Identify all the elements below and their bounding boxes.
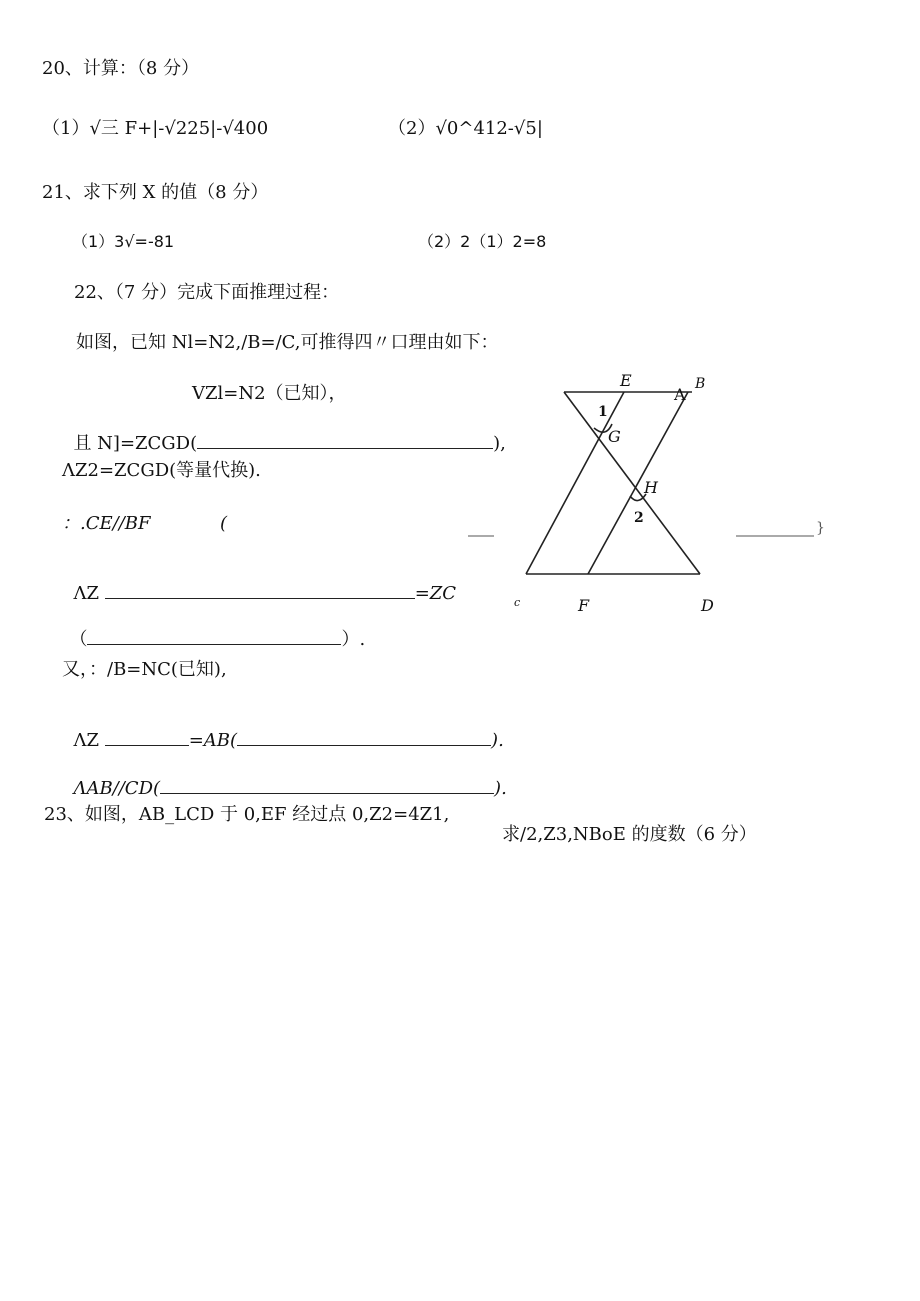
- label-d: D: [701, 596, 714, 615]
- q22-line8-end: ).: [491, 730, 504, 751]
- q20-title: 20、计算：（8 分）: [42, 58, 200, 79]
- q22-line1: VZl=N2（已知），: [192, 383, 347, 404]
- q22-line9-end: ).: [494, 778, 507, 799]
- q22-line8: [62, 708, 504, 752]
- segment-ec: [526, 392, 624, 574]
- label-a: A: [674, 385, 686, 404]
- q22-line5-start: ΛZ: [73, 583, 99, 604]
- q21-part1: （1）3√=-81: [72, 232, 175, 251]
- answer-blank-2[interactable]: [105, 583, 415, 599]
- label-f: F: [578, 596, 590, 615]
- answer-blank-1[interactable]: [197, 433, 493, 449]
- answer-blank-6[interactable]: [160, 778, 494, 794]
- q23-question: 求/2,Z3,NBoE 的度数（6 分）: [502, 824, 757, 845]
- q22-line4-paren: (: [220, 513, 228, 534]
- label-c: c: [514, 596, 521, 609]
- q21-part2: （2）2（1）2=8: [418, 232, 547, 251]
- q22-title: 22、（7 分）完成下面推理过程：: [74, 282, 340, 303]
- answer-blank-4[interactable]: [105, 730, 189, 746]
- q22-line6-close: ）.: [341, 629, 366, 650]
- geometry-figure: [460, 360, 880, 630]
- q22-line5-end: =ZC: [414, 583, 457, 604]
- q22-line2-text: 且 N]=ZCGD(: [73, 433, 198, 454]
- q22-line6-open: （: [69, 629, 88, 650]
- q20-part2: （2）√0^412-√5|: [388, 118, 543, 139]
- q22-intro: 如图，已知 Nl=N2,/B=/C,可推得四〃口理由如下：: [76, 332, 499, 353]
- q21-title: 21、求下列 X 的值（8 分）: [42, 182, 269, 203]
- label-b: B: [695, 376, 706, 392]
- segment-ad: [564, 392, 700, 574]
- q23-title: 23、如图，AB_LCD 于 0,EF 经过点 0,Z2=4Z1,: [44, 804, 450, 825]
- q22-line9: [62, 756, 507, 800]
- q22-line4: ：.CE//BF: [62, 513, 151, 534]
- stray-brace: }: [816, 520, 825, 536]
- label-h: H: [644, 478, 658, 497]
- answer-blank-5[interactable]: [237, 730, 491, 746]
- q22-line7: 又，：/B=NC(已知),: [62, 659, 227, 680]
- q22-line9-start: ΛAB//CD(: [73, 778, 161, 799]
- label-angle-1: 1: [598, 404, 608, 420]
- q22-line8-mid: =AB(: [188, 730, 238, 751]
- q22-line2-close: ),: [493, 433, 506, 454]
- label-e: E: [620, 371, 632, 390]
- q22-line3: ΛZ2=ZCGD(等量代换).: [62, 460, 261, 481]
- answer-blank-3[interactable]: [87, 629, 341, 645]
- q22-line2: [62, 411, 506, 455]
- q22-line6: [58, 607, 365, 651]
- label-angle-2: 2: [634, 510, 644, 526]
- q22-line8-start: ΛZ: [73, 730, 99, 751]
- label-g: G: [608, 427, 621, 446]
- q20-part1: （1）√三 F+|-√225|-√400: [42, 118, 269, 139]
- q22-line5: [62, 561, 456, 605]
